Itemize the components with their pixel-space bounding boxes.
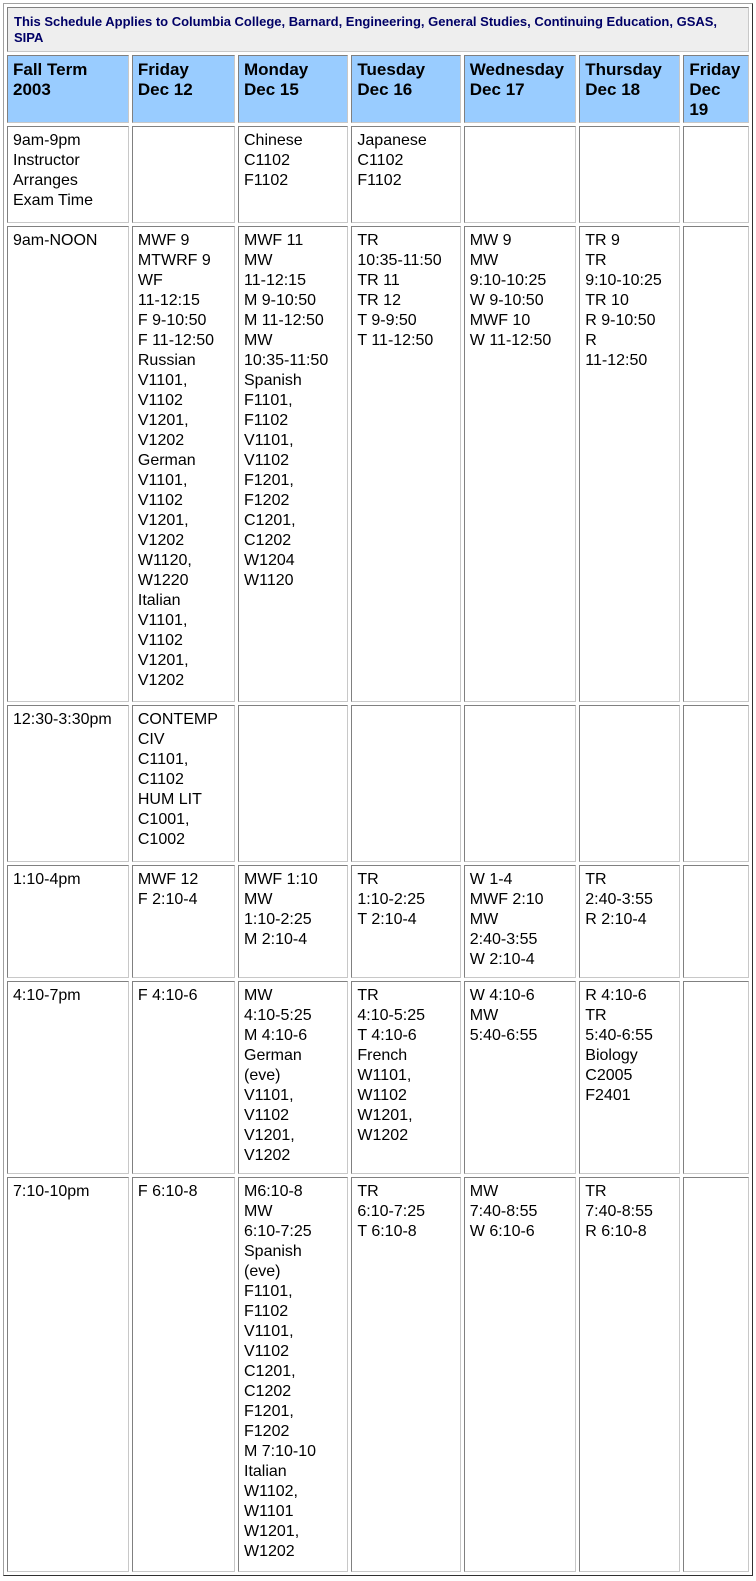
exam-cell bbox=[683, 126, 749, 223]
exam-cell bbox=[683, 981, 749, 1174]
exam-cell: TR 6:10-7:25 T 6:10-8 bbox=[351, 1177, 460, 1572]
exam-cell: W 1-4 MWF 2:10 MW 2:40-3:55 W 2:10-4 bbox=[464, 865, 577, 978]
exam-cell: TR 7:40-8:55 R 6:10-8 bbox=[579, 1177, 680, 1572]
exam-cell: MWF 11 MW 11-12:15 M 9-10:50 M 11-12:50 MW 10:35-11:50 Spanish F1101, F1102 V1101, V1102 F1201, F1202 C1201, C1202 W1204 W1120 bbox=[238, 226, 348, 702]
time-slot-cell: 4:10-7pm bbox=[7, 981, 129, 1174]
exam-cell bbox=[579, 126, 680, 223]
header-day: Friday Dec 19 bbox=[683, 55, 749, 123]
exam-cell: R 4:10-6 TR 5:40-6:55 Biology C2005 F2401 bbox=[579, 981, 680, 1174]
exam-cell bbox=[351, 705, 460, 862]
exam-cell: CONTEMP CIV C1101, C1102 HUM LIT C1001, C1002 bbox=[132, 705, 235, 862]
exam-cell: TR 10:35-11:50 TR 11 TR 12 T 9-9:50 T 11-12:50 bbox=[351, 226, 460, 702]
time-slot-cell: 9am-9pm Instructor Arranges Exam Time bbox=[7, 126, 129, 223]
exam-cell bbox=[683, 705, 749, 862]
schedule-row bbox=[7, 1177, 749, 1572]
exam-cell: MWF 1:10 MW 1:10-2:25 M 2:10-4 bbox=[238, 865, 348, 978]
header-row bbox=[7, 55, 749, 123]
time-slot-cell: 1:10-4pm bbox=[7, 865, 129, 978]
banner-row bbox=[7, 7, 749, 52]
exam-cell: MW 4:10-5:25 M 4:10-6 German (eve) V1101, V1102 V1201, V1202 bbox=[238, 981, 348, 1174]
exam-cell: TR 1:10-2:25 T 2:10-4 bbox=[351, 865, 460, 978]
exam-cell: M6:10-8 MW 6:10-7:25 Spanish (eve) F1101, F1102 V1101, V1102 C1201, C1202 F1201, F1202 M 7:10-10 Italian W1102, W1101 W1201, W1202 bbox=[238, 1177, 348, 1572]
header-day: Wednesday Dec 17 bbox=[464, 55, 577, 123]
exam-cell bbox=[132, 126, 235, 223]
exam-cell: MW 7:40-8:55 W 6:10-6 bbox=[464, 1177, 577, 1572]
time-slot-cell: 12:30-3:30pm bbox=[7, 705, 129, 862]
exam-cell bbox=[464, 126, 577, 223]
exam-cell bbox=[683, 865, 749, 978]
exam-cell: MWF 12 F 2:10-4 bbox=[132, 865, 235, 978]
exam-cell: TR 9 TR 9:10-10:25 TR 10 R 9-10:50 R 11-12:50 bbox=[579, 226, 680, 702]
exam-cell: W 4:10-6 MW 5:40-6:55 bbox=[464, 981, 577, 1174]
exam-cell: Chinese C1102 F1102 bbox=[238, 126, 348, 223]
schedule-row bbox=[7, 981, 749, 1174]
header-day: Monday Dec 15 bbox=[238, 55, 348, 123]
schedule-row bbox=[7, 126, 749, 223]
exam-cell bbox=[579, 705, 680, 862]
header-day: Friday Dec 12 bbox=[132, 55, 235, 123]
exam-cell: F 6:10-8 bbox=[132, 1177, 235, 1572]
header-day: Thursday Dec 18 bbox=[579, 55, 680, 123]
exam-cell: MW 9 MW 9:10-10:25 W 9-10:50 MWF 10 W 11-12:50 bbox=[464, 226, 577, 702]
exam-cell bbox=[464, 705, 577, 862]
schedule-row bbox=[7, 705, 749, 862]
time-slot-cell: 7:10-10pm bbox=[7, 1177, 129, 1572]
header-term: Fall Term 2003 bbox=[7, 55, 129, 123]
time-slot-cell: 9am-NOON bbox=[7, 226, 129, 702]
exam-cell bbox=[683, 1177, 749, 1572]
exam-cell: MWF 9 MTWRF 9 WF 11-12:15 F 9-10:50 F 11-12:50 Russian V1101, V1102 V1201, V1202 German V1101, V1102 V1201, V1202 W1120, W1220 Italian V1101, V1102 V1201, V1202 bbox=[132, 226, 235, 702]
exam-cell bbox=[238, 705, 348, 862]
exam-cell: TR 2:40-3:55 R 2:10-4 bbox=[579, 865, 680, 978]
schedule-page bbox=[3, 3, 753, 1576]
exam-cell: F 4:10-6 bbox=[132, 981, 235, 1174]
schedule-applies-banner: This Schedule Applies to Columbia College, Barnard, Engineering, General Studies, Continuing Education, GSAS, SIPA bbox=[7, 7, 749, 52]
exam-schedule-table bbox=[3, 3, 753, 1576]
exam-cell: TR 4:10-5:25 T 4:10-6 French W1101, W1102 W1201, W1202 bbox=[351, 981, 460, 1174]
schedule-row bbox=[7, 865, 749, 978]
header-day: Tuesday Dec 16 bbox=[351, 55, 460, 123]
exam-cell: Japanese C1102 F1102 bbox=[351, 126, 460, 223]
schedule-row bbox=[7, 226, 749, 702]
exam-cell bbox=[683, 226, 749, 702]
